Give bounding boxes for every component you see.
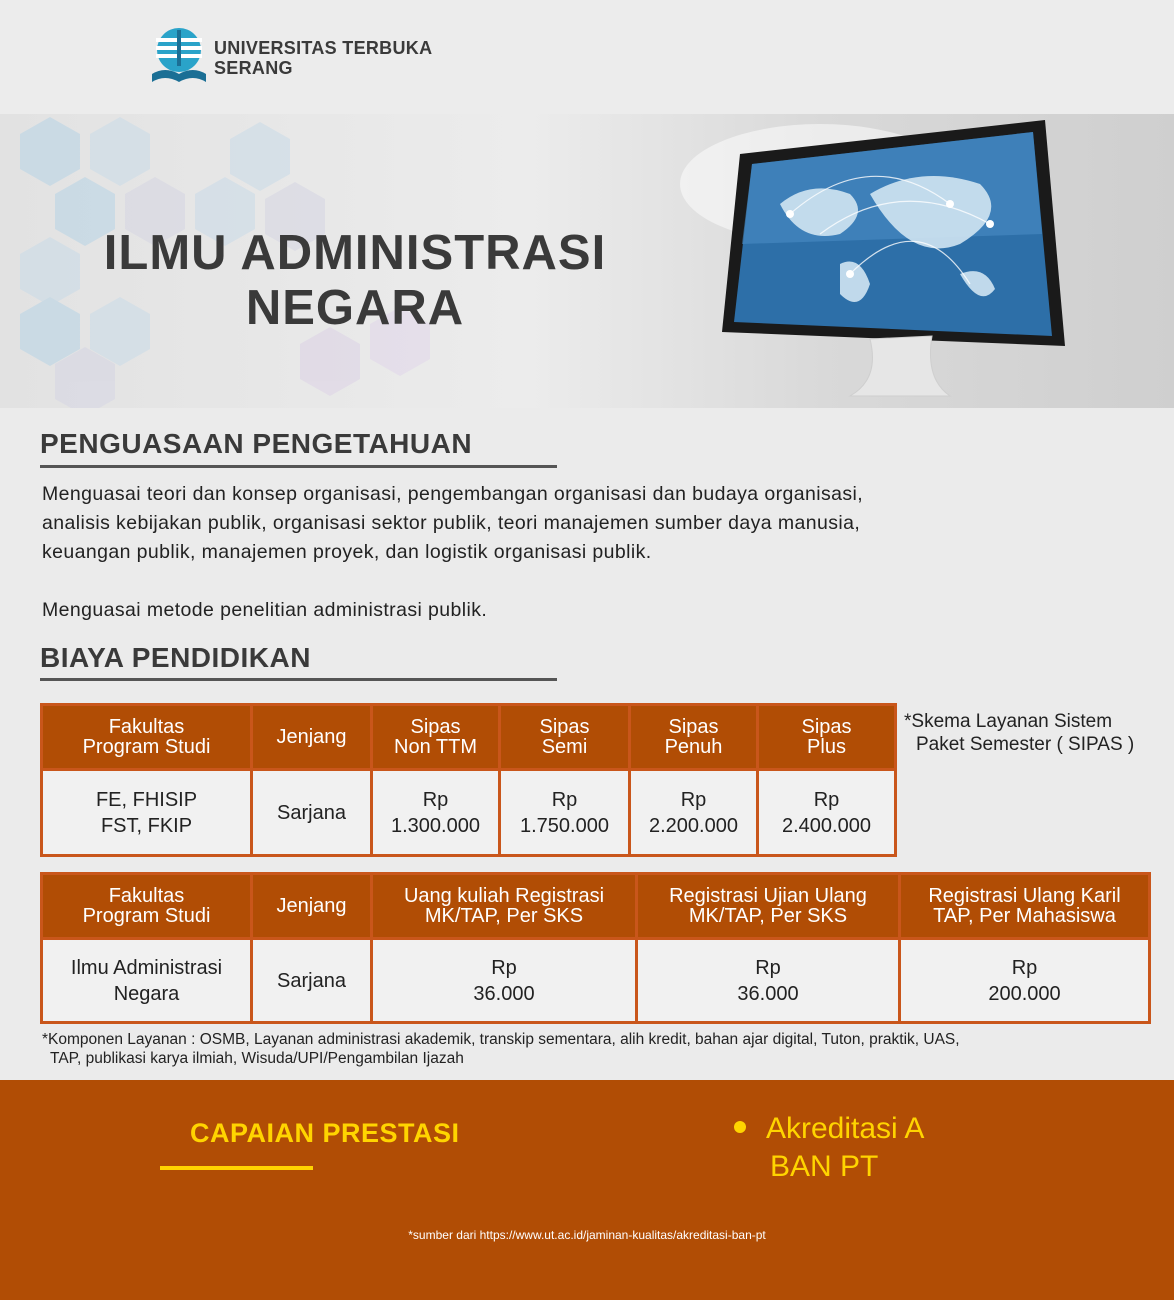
knowledge-para1-line1: Menguasai teori dan konsep organisasi, pengembangan organisasi dan budaya organisasi, — [42, 483, 864, 505]
header-faculty: Fakultas Program Studi — [42, 705, 252, 770]
monitor-world-map-icon — [670, 114, 1090, 408]
header-level: Jenjang — [252, 874, 372, 939]
bullet-icon — [734, 1121, 746, 1133]
sipas-note-line1: *Skema Layanan Sistem — [904, 711, 1113, 732]
brand-line-1: UNIVERSITAS TERBUKA — [214, 38, 433, 58]
table-header-row — [42, 874, 1150, 939]
knowledge-paragraph-1 — [42, 480, 1072, 567]
table-row — [42, 770, 896, 856]
header-sipas-plus: Sipas Plus — [758, 705, 896, 770]
header-exam-reregistration: Registrasi Ujian Ulang MK/TAP, Per SKS — [637, 874, 900, 939]
header-level: Jenjang — [252, 705, 372, 770]
cell-program: Ilmu Administrasi Negara — [42, 939, 252, 1023]
registration-fee-table — [40, 872, 1151, 1024]
cell-exam-reregistration: Rp 36.000 — [637, 939, 900, 1023]
table-row — [42, 939, 1150, 1023]
brand-line-2: SERANG — [214, 58, 293, 78]
header-tuition-registration: Uang kuliah Registrasi MK/TAP, Per SKS — [372, 874, 637, 939]
header-faculty: Fakultas Program Studi — [42, 874, 252, 939]
university-logo-icon — [150, 24, 208, 88]
knowledge-paragraph-2: Menguasai metode penelitian administrasi publik. — [42, 599, 488, 621]
service-components-footnote — [42, 1030, 1142, 1068]
footnote-line2: TAP, publikasi karya ilmiah, Wisuda/UPI/Pengambilan Ijazah — [50, 1050, 464, 1067]
cell-level: Sarjana — [252, 770, 372, 856]
achievement-line1: Akreditasi A — [766, 1112, 925, 1145]
cell-faculty: FE, FHISIP FST, FKIP — [42, 770, 252, 856]
achievement-heading: CAPAIAN PRESTASI — [190, 1118, 460, 1148]
hero-banner — [0, 114, 1174, 408]
header — [0, 0, 1174, 114]
cell-sipas-semi: Rp 1.750.000 — [500, 770, 630, 856]
knowledge-para1-line3: keuangan publik, manajemen proyek, dan logistik organisasi publik. — [42, 541, 652, 563]
cell-sipas-non-ttm: Rp 1.300.000 — [372, 770, 500, 856]
achievement-line2: BAN PT — [770, 1150, 879, 1183]
sipas-note — [904, 710, 1134, 756]
achievement-underline — [160, 1166, 313, 1170]
cell-sipas-penuh: Rp 2.200.000 — [630, 770, 758, 856]
brand-name — [214, 38, 432, 78]
header-sipas-semi: Sipas Semi — [500, 705, 630, 770]
header-karil-reregistration: Registrasi Ulang Karil TAP, Per Mahasiswa — [900, 874, 1150, 939]
cost-heading: BIAYA PENDIDIKAN — [40, 642, 311, 673]
cost-underline — [40, 678, 557, 681]
header-sipas-penuh: Sipas Penuh — [630, 705, 758, 770]
knowledge-para1-line2: analisis kebijakan publik, organisasi sektor publik, teori manajemen sumber daya manusia, — [42, 512, 861, 534]
title-line-1: ILMU ADMINISTRASI — [103, 226, 607, 280]
cell-karil-reregistration: Rp 200.000 — [900, 939, 1150, 1023]
achievement-item — [734, 1110, 924, 1186]
achievement-section — [0, 1080, 1174, 1300]
header-sipas-non-ttm: Sipas Non TTM — [372, 705, 500, 770]
cell-tuition-registration: Rp 36.000 — [372, 939, 637, 1023]
sipas-fee-table — [40, 703, 897, 857]
cell-level: Sarjana — [252, 939, 372, 1023]
title-line-2: NEGARA — [245, 281, 465, 335]
source-note: *sumber dari https://www.ut.ac.id/jaminan-kualitas/akreditasi-ban-pt — [408, 1228, 766, 1242]
page-title — [40, 226, 670, 336]
cell-sipas-plus: Rp 2.400.000 — [758, 770, 896, 856]
knowledge-underline — [40, 465, 557, 468]
footnote-line1: *Komponen Layanan : OSMB, Layanan administrasi akademik, transkip sementara, alih kredit, bahan ajar digital, Tuton, praktik, UAS, — [42, 1031, 960, 1048]
sipas-note-line2: Paket Semester ( SIPAS ) — [916, 734, 1135, 755]
table-header-row — [42, 705, 896, 770]
knowledge-heading: PENGUASAAN PENGETAHUAN — [40, 428, 473, 459]
